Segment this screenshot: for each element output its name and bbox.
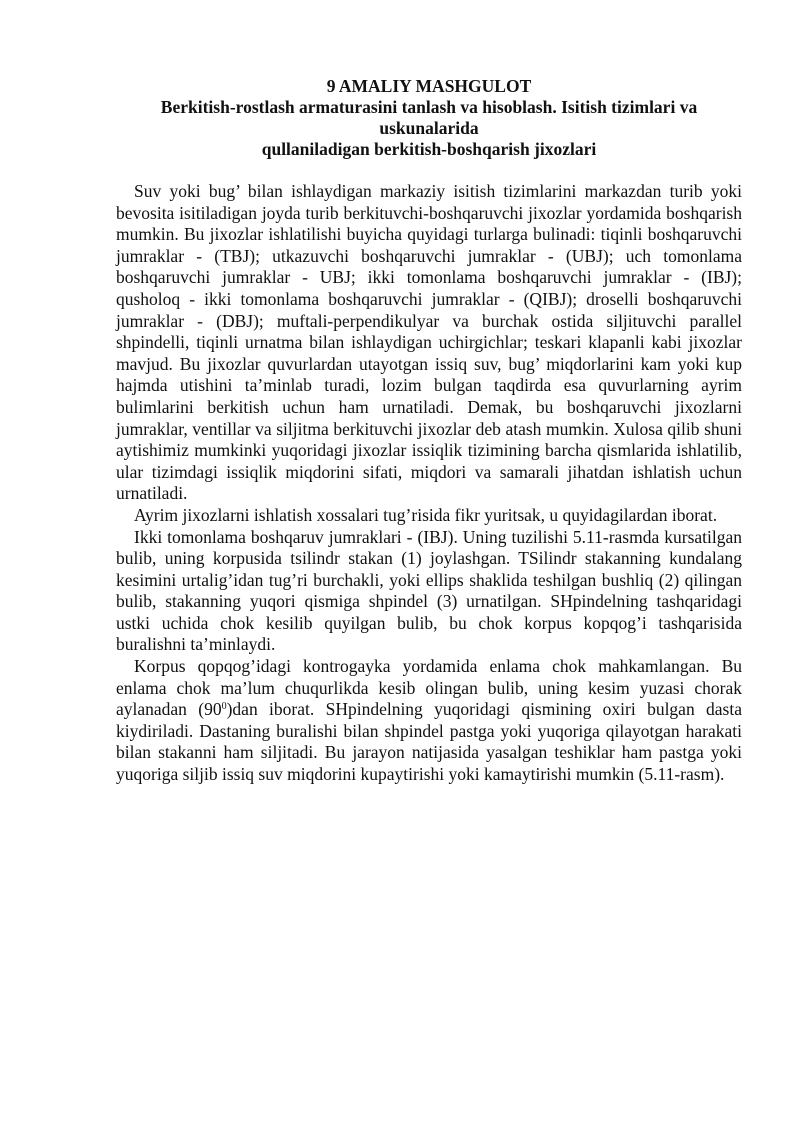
document-page: [116, 76, 742, 786]
document-title: [116, 76, 742, 160]
paragraph-4-part-2: )dan iborat. SHpindelning yuqoridagi qismining oxiri bulgan dasta kiydiriladi. Dastaning buralishi bilan shpindel pastga yoki yuqoriga qilayotgan harakati bilan stakanni ham siljitadi. Bu jarayon natijasida yasalgan teshiklar ham pastga yoki yuqoriga siljib issiq suv miqdorini kupaytirishi yoki kamaytirishi mumkin (5.11-rasm).: [116, 699, 742, 785]
paragraph-3: Ikki tomonlama boshqaruv jumraklari - (IBJ). Uning tuzilishi 5.11-rasmda kursatilgan bulib, uning korpusida tsilindr stakan (1) joylashgan. TSilindr stakanning kundalang kesimini urtalig’idan tug’ri burchakli, yoki ellips shaklida teshilgan bushliq (2) qilingan bulib, stakanning yuqori qismiga shpindel (3) urnatilgan. SHpindelning tashqaridagi ustki uchida chok kesilib quyilgan bulib, bu chok korpus kopqog’i tashqarisida buralishni ta’minlaydi.: [116, 526, 742, 655]
paragraph-1: Suv yoki bug’ bilan ishlaydigan markaziy isitish tizimlarini markazdan turib yoki bevosita isitiladigan joyda turib berkituvchi-boshqaruvchi jixozlar yordamida boshqarish mumkin. Bu jixozlar ishlatilishi buyicha quyidagi turlarga bulinadi: tiqinli boshqaruvchi jumraklar - (TBJ); utkazuvchi boshqaruvchi jumraklar - (UBJ); uch tomonlama boshqaruvchi jumraklar - UBJ; ikki tomonlama boshqaruvchi jumraklar - (IBJ); qusholoq - ikki tomonlama boshqaruvchi jumraklar - (QIBJ); droselli boshqaruvchi jumraklar - (DBJ); muftali-perpendikulyar va burchak ostida siljituvchi parallel shpindelli, tiqinli urnatma bilan ishlaydigan uchirgichlar; teskari klapanli kabi jixozlar mavjud. Bu jixozlar quvurlardan utayotgan issiq suv, bug’ miqdorlarini kam yoki kup hajmda utishini ta’minlab turadi, lozim bulgan taqdirda esa quvurlarning ayrim bulimlarini berkitish uchun ham urnatiladi. Demak, bu boshqaruvchi jixozlarni jumraklar, ventillar va siljitma berkituvchi jixozlar deb atash mumkin. Xulosa qilib shuni aytishimiz mumkinki yuqoridagi jixozlar issiqlik tizimining barcha qismlarida ishlatilib, ular tizimdagi issiqlik miqdorini sifati, miqdori va samarali jihatdan ishlatish uchun urnatiladi.: [116, 181, 742, 504]
title-line-2: Berkitish-rostlash armaturasini tanlash va hisoblash. Isitish tizimlari va uskunalarida: [160, 97, 698, 138]
title-line-1: 9 AMALIY MASHGULOT: [326, 76, 532, 96]
title-line-3: qullaniladigan berkitish-boshqarish jixozlari: [261, 139, 597, 159]
paragraph-2: Ayrim jixozlarni ishlatish xossalari tug’risida fikr yuritsak, u quyidagilardan iborat.: [134, 504, 718, 525]
paragraph-4-part-1: Korpus qopqog’idagi kontrogayka yordamida enlama chok mahkamlangan. Bu enlama chok ma’lum chuqurlikda kesib olingan bulib, uning kesim yuzasi chorak aylanadan (90: [116, 656, 742, 720]
document-body: [116, 181, 742, 786]
paragraph-4: [116, 656, 742, 786]
degree-superscript: 0: [221, 701, 227, 713]
